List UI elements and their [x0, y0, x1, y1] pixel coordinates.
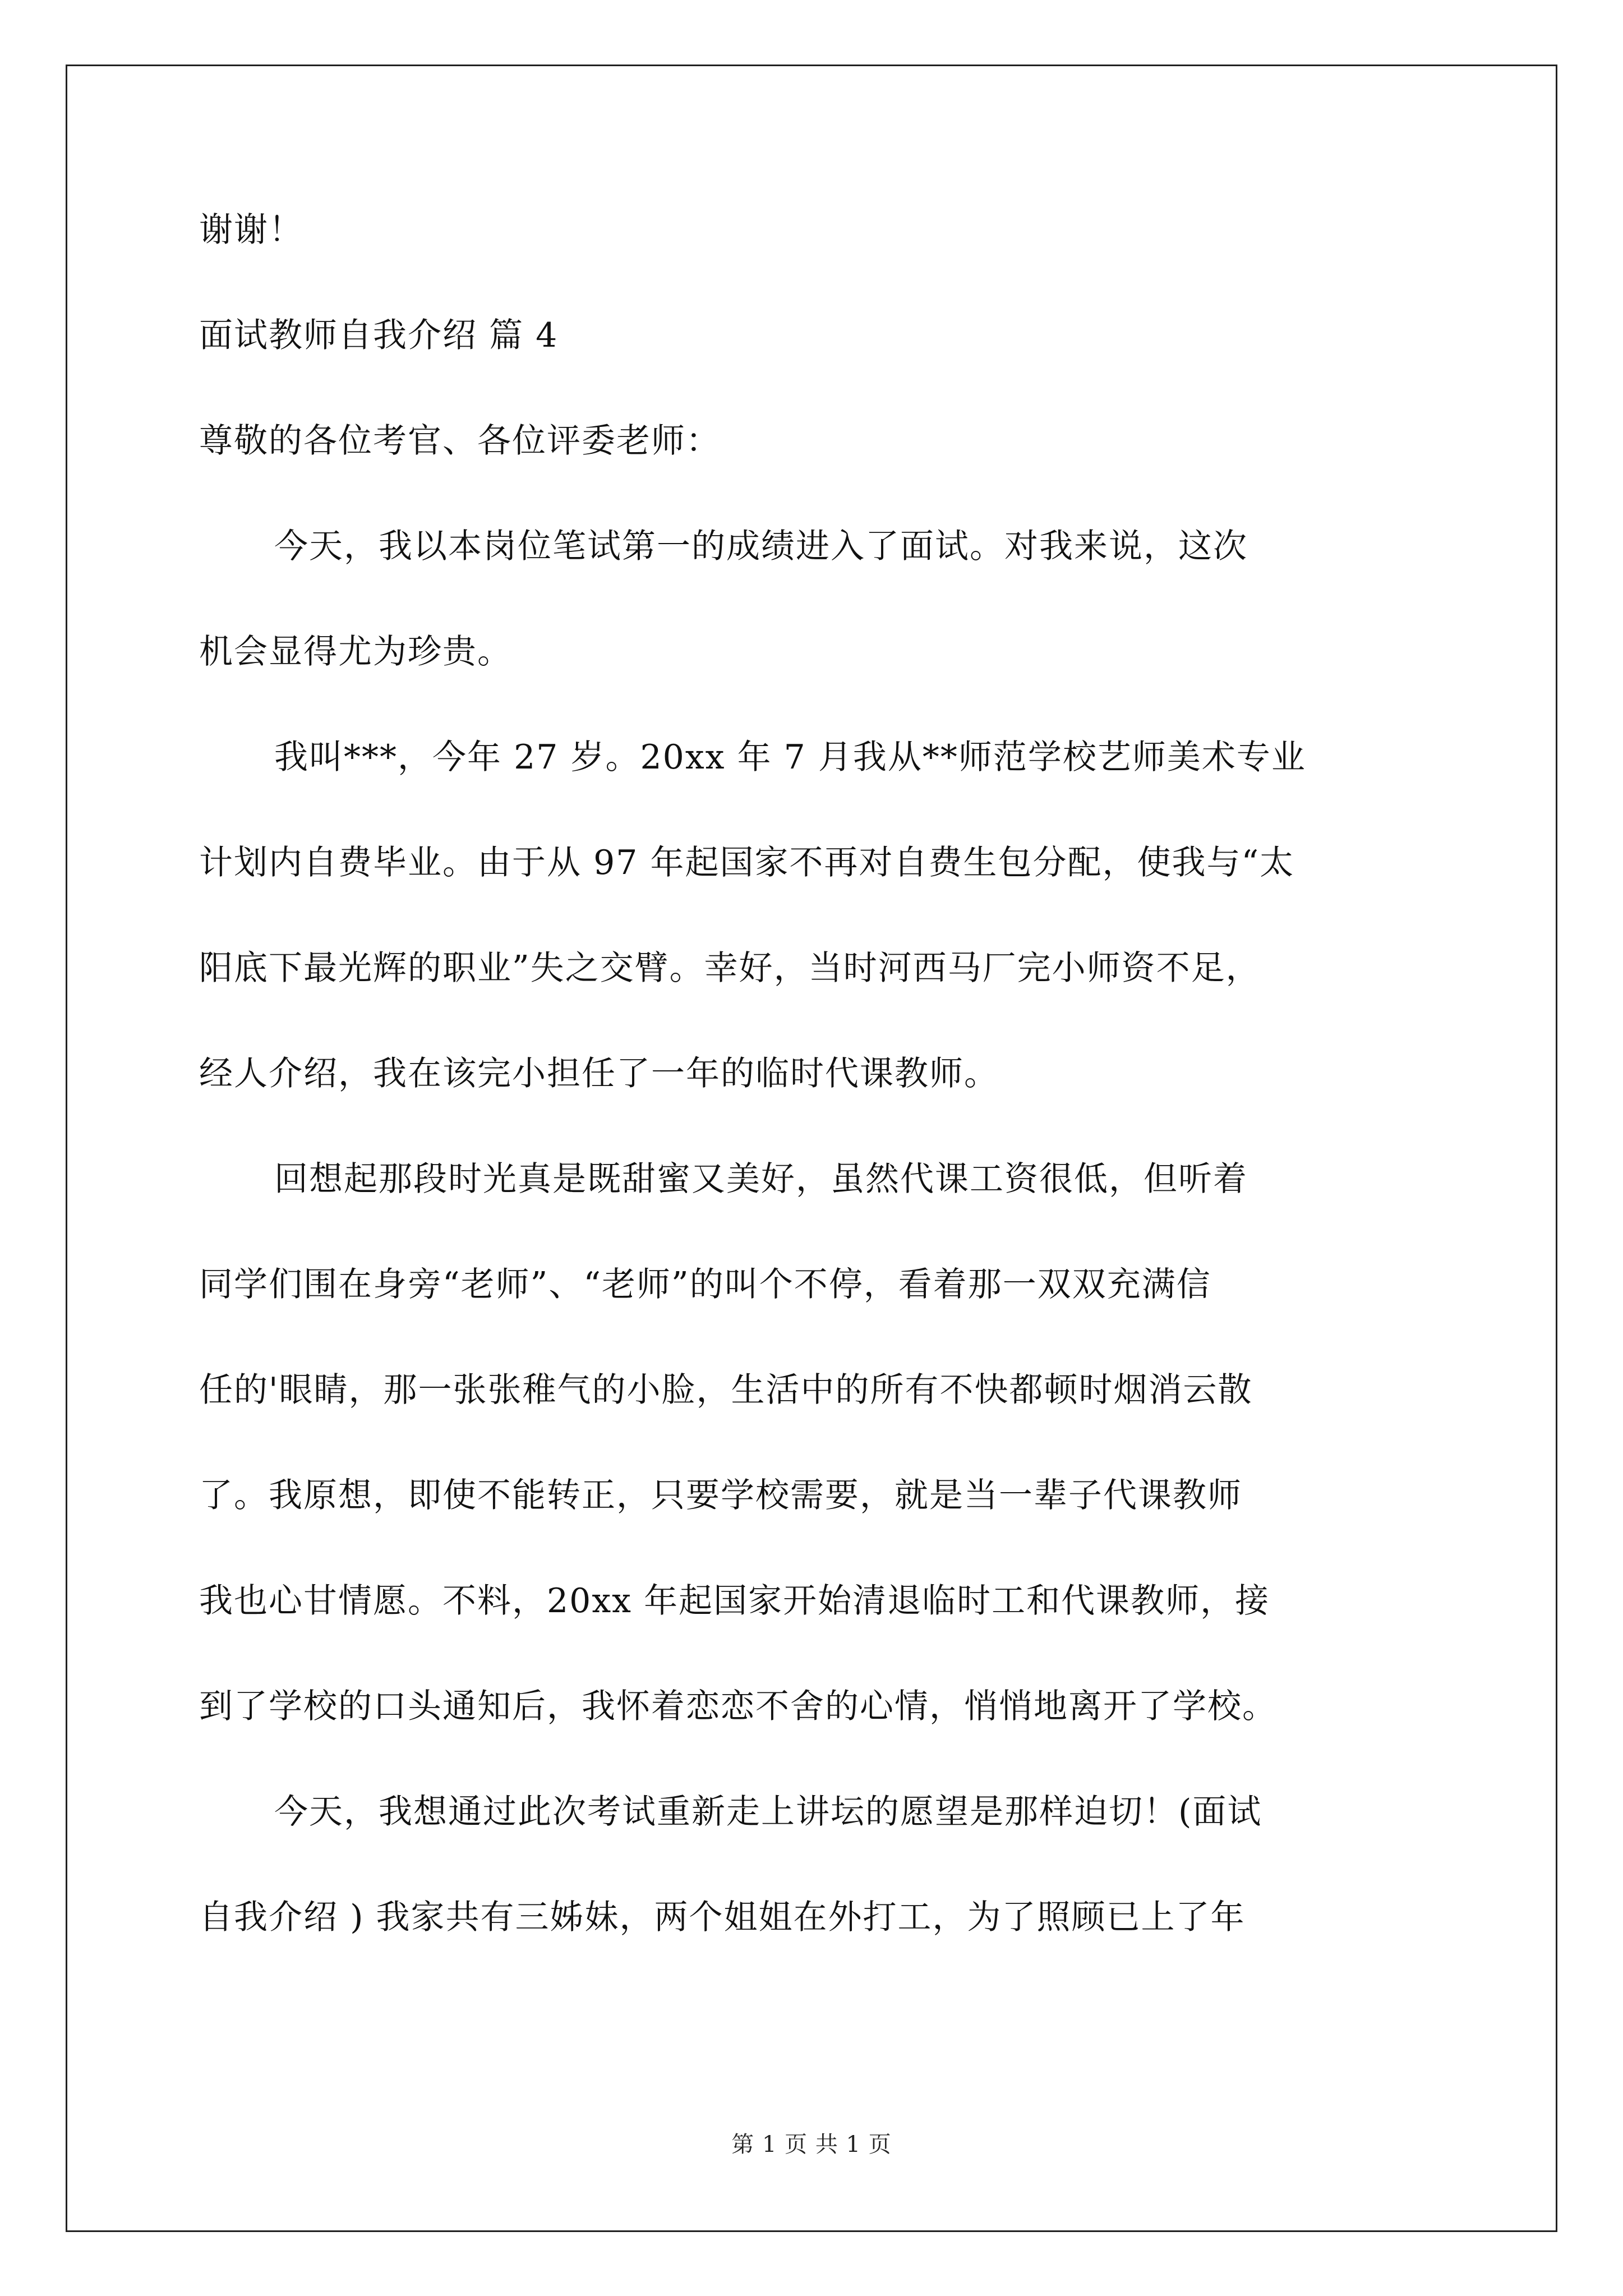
closing-line: 谢谢！ — [199, 210, 303, 250]
paragraph-line: 今天，我想通过此次考试重新走上讲坛的愿望是那样迫切！(面试 — [274, 1792, 1262, 1832]
paragraph-2 — [199, 729, 1427, 1102]
section-heading: 面试教师自我介绍 篇 4 — [199, 316, 559, 355]
paragraph-4 — [199, 1784, 1427, 1945]
paragraph-line: 我叫***，今年 27 岁。20xx 年 7 月我从**师范学校艺师美术专业 — [274, 738, 1306, 777]
paragraph-line: 经人介绍，我在该完小担任了一年的临时代课教师。 — [199, 1054, 999, 1093]
paragraph-1 — [199, 518, 1427, 680]
paragraph-line: 到了学校的口头通知后，我怀着恋恋不舍的心情，悄悄地离开了学校。 — [199, 1687, 1277, 1726]
document-body — [199, 202, 1427, 1945]
paragraph-3 — [199, 1151, 1427, 1734]
paragraph-line: 今天，我以本岗位笔试第一的成绩进入了面试。对我来说，这次 — [274, 527, 1248, 566]
paragraph-line: 机会显得尤为珍贵。 — [199, 632, 512, 671]
paragraph-line: 阳底下最光辉的职业”失之交臂。幸好，当时河西马厂完小师资不足， — [199, 949, 1261, 988]
paragraph-line: 自我介绍 ) 我家共有三姊妹，两个姐姐在外打工，为了照顾已上了年 — [199, 1898, 1246, 1937]
paragraph-line: 回想起那段时光真是既甜蜜又美好，虽然代课工资很低，但听着 — [274, 1159, 1248, 1199]
paragraph-line: 了。我原想，即使不能转正，只要学校需要，就是当一辈子代课教师 — [199, 1476, 1242, 1515]
page-footer: 第 1 页 共 1 页 — [731, 2132, 892, 2157]
paragraph-line: 计划内自费毕业。由于从 97 年起国家不再对自费生包分配，使我与“太 — [199, 843, 1295, 882]
paragraph-line: 任的'眼睛，那一张张稚气的小脸，生活中的所有不快都顿时烟消云散 — [199, 1370, 1253, 1410]
paragraph-line: 同学们围在身旁“老师”、“老师”的叫个不停，看着那一双双充满信 — [199, 1265, 1211, 1304]
salutation: 尊敬的各位考官、各位评委老师： — [199, 421, 721, 461]
paragraph-line: 我也心甘情愿。不料，20xx 年起国家开始清退临时工和代课教师，接 — [199, 1581, 1270, 1621]
